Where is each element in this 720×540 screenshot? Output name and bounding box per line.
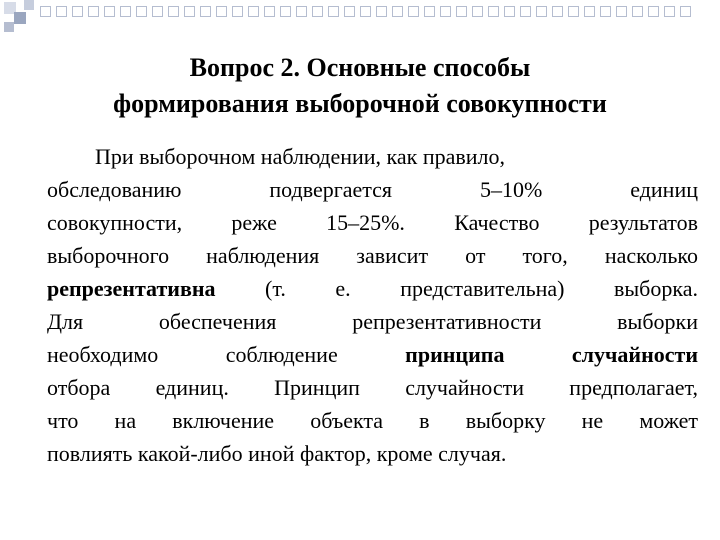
text-run: выборочного наблюдения зависит от того, насколько xyxy=(47,243,698,268)
decoration-square xyxy=(40,6,51,17)
decoration-square xyxy=(280,6,291,17)
paragraph-line xyxy=(47,206,698,239)
decoration-square xyxy=(200,6,211,17)
text-run: совокупности, реже 15–25%. Качество результатов xyxy=(47,210,698,235)
text-run: (т. е. представительна) выборка. xyxy=(215,276,698,301)
decoration-square xyxy=(568,6,579,17)
decoration-square xyxy=(296,6,307,17)
paragraph-line xyxy=(47,239,698,272)
decoration-square xyxy=(88,6,99,17)
decoration-square xyxy=(408,6,419,17)
paragraph-line xyxy=(47,404,698,437)
decoration-square xyxy=(328,6,339,17)
decoration-square xyxy=(360,6,371,17)
decoration-square xyxy=(520,6,531,17)
text-run: повлиять какой-либо иной фактор, кроме случая. xyxy=(47,441,507,466)
text-run: обследованию подвергается 5–10% единиц xyxy=(47,177,698,202)
paragraph-line xyxy=(47,305,698,338)
decoration-square xyxy=(152,6,163,17)
title-line-1: Вопрос 2. Основные способы xyxy=(189,53,531,82)
paragraph-line xyxy=(47,338,698,371)
decoration-square xyxy=(72,6,83,17)
decoration-square xyxy=(456,6,467,17)
decoration-square xyxy=(616,6,627,17)
decoration-square xyxy=(312,6,323,17)
decoration-square xyxy=(632,6,643,17)
slide-title xyxy=(20,50,700,122)
decoration-square xyxy=(216,6,227,17)
text-run: Для обеспечения репрезентативности выборки xyxy=(47,309,698,334)
paragraph-line xyxy=(47,371,698,404)
decoration-square xyxy=(648,6,659,17)
decoration-square xyxy=(440,6,451,17)
decoration-square xyxy=(376,6,387,17)
decoration-square xyxy=(168,6,179,17)
decoration-square xyxy=(536,6,547,17)
decoration-square xyxy=(680,6,691,17)
decoration-square xyxy=(104,6,115,17)
decoration-square xyxy=(232,6,243,17)
text-run: необходимо соблюдение xyxy=(47,342,406,367)
paragraph-line xyxy=(47,437,698,470)
emphasized-term: репрезентативна xyxy=(47,276,216,301)
text-run: что на включение объекта в выборку не может xyxy=(47,408,698,433)
title-line-2: формирования выборочной совокупности xyxy=(113,89,607,118)
decoration-square xyxy=(488,6,499,17)
decoration-square xyxy=(120,6,131,17)
decoration-square xyxy=(600,6,611,17)
corner-square-3 xyxy=(4,22,14,32)
decoration-square xyxy=(472,6,483,17)
corner-square-4 xyxy=(24,0,34,10)
decoration-square xyxy=(664,6,675,17)
body-paragraph xyxy=(47,140,698,470)
paragraph-line xyxy=(47,173,698,206)
decoration-square xyxy=(504,6,515,17)
decoration-square xyxy=(184,6,195,17)
paragraph-line xyxy=(47,272,698,305)
decoration-square xyxy=(136,6,147,17)
decoration-square xyxy=(56,6,67,17)
corner-square-2 xyxy=(14,12,26,24)
paragraph-line xyxy=(47,140,698,173)
header-decoration xyxy=(0,0,720,40)
decoration-square xyxy=(392,6,403,17)
decoration-square xyxy=(248,6,259,17)
decoration-square xyxy=(584,6,595,17)
emphasized-term: принципа случайности xyxy=(405,342,698,367)
text-run: При выборочном наблюдении, как правило, xyxy=(95,144,506,169)
decoration-square xyxy=(552,6,563,17)
decoration-square xyxy=(424,6,435,17)
text-run: отбора единиц. Принцип случайности предполагает, xyxy=(47,375,698,400)
decoration-square xyxy=(264,6,275,17)
decoration-square xyxy=(344,6,355,17)
